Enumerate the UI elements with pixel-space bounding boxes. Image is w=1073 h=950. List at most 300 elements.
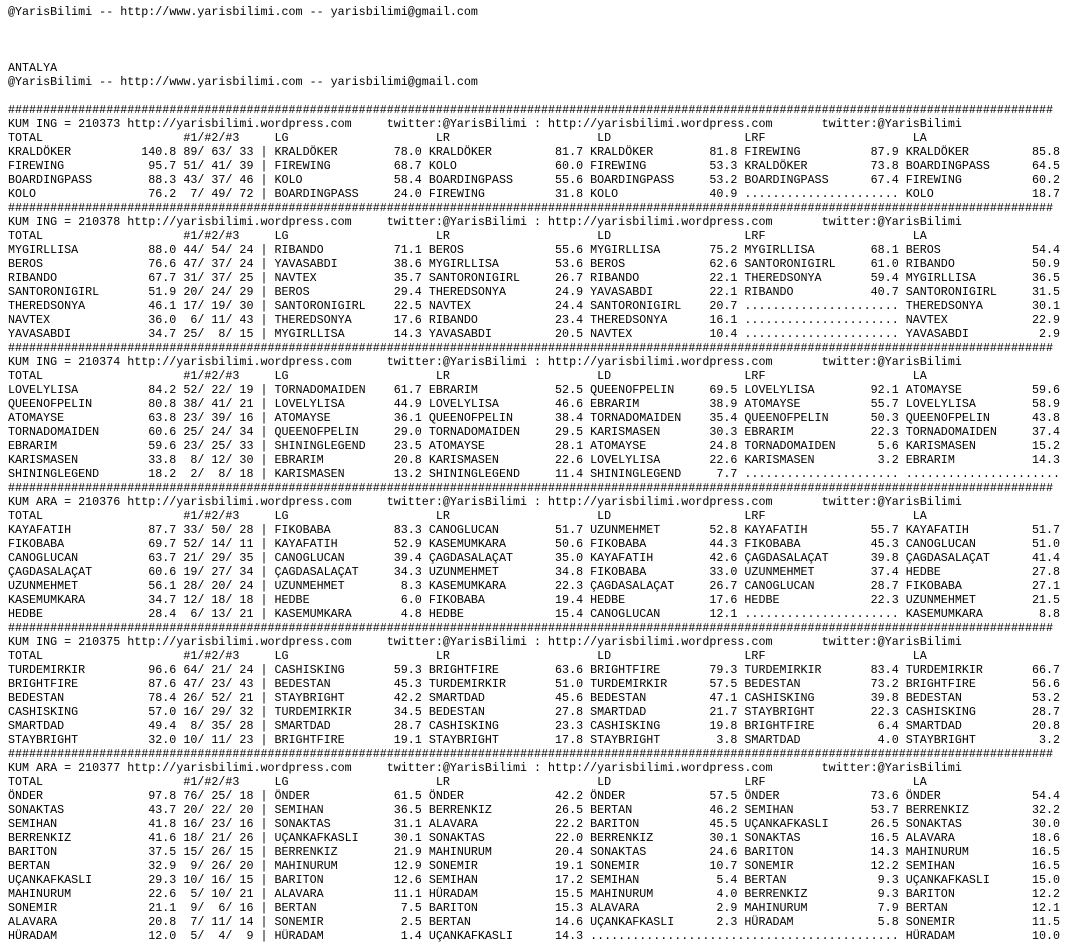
ld-horse-name: BERRENKIZ [590, 831, 654, 845]
horse-name: SONEMIR [8, 901, 58, 915]
lr-horse-name: BARITON [428, 901, 478, 915]
la-horse-name: ÇAGDASALAÇAT [905, 551, 990, 565]
lg-score: 4.8 [400, 607, 422, 621]
lg-score: 1.4 [400, 929, 422, 943]
lrf-horse-name: BERTAN [744, 873, 787, 887]
horse-name: KRALDÖKER [8, 145, 72, 159]
lr-horse-name: BEROS [428, 243, 464, 257]
twitter-handle[interactable]: twitter:@YarisBilimi [821, 761, 962, 775]
la-score: 51.7 [1031, 523, 1061, 537]
total-score: 69.7 [148, 537, 177, 551]
divider: | [260, 845, 268, 859]
divider: | [260, 523, 268, 537]
contact-line [8, 5, 1073, 19]
lg-horse-name: SEMIHAN [274, 803, 324, 817]
lrf-horse-name: BOARDINGPASS [744, 173, 829, 187]
table-row [8, 243, 1073, 257]
lg-horse-name: BEDESTAN [274, 677, 331, 691]
picks: 51/ 41/ 39 [183, 159, 254, 173]
lg-score: 38.6 [393, 257, 422, 271]
site-link[interactable]: http://yarisbilimi.wordpress.com [548, 635, 773, 649]
twitter-handle[interactable]: twitter:@YarisBilimi [821, 355, 962, 369]
table-row [8, 733, 1073, 747]
la-horse-name: SMARTDAD [905, 719, 962, 733]
la-score: 66.7 [1031, 663, 1061, 677]
lrf-horse-name: THEREDSONYA [744, 271, 822, 285]
la-horse-name: QUEENOFPELIN [905, 411, 990, 425]
column-header-lrf: LRF [744, 775, 766, 789]
total-score: 34.7 [148, 327, 177, 341]
divider: | [260, 327, 268, 341]
horse-name: ATOMAYSE [8, 411, 65, 425]
ld-score: 26.7 [709, 579, 738, 593]
twitter-handle[interactable]: twitter:@YarisBilimi [386, 635, 528, 649]
race-title: KUM ING = 210378 [8, 215, 121, 229]
total-score: 59.6 [148, 439, 177, 453]
column-header-ld: LD [597, 369, 612, 383]
lr-horse-name: BERRENKIZ [428, 803, 492, 817]
site-link[interactable]: http://yarisbilimi.wordpress.com [548, 355, 773, 369]
picks: 26/ 52/ 21 [183, 691, 254, 705]
column-header-la: LA [912, 229, 927, 243]
lg-horse-name: ATOMAYSE [274, 411, 331, 425]
horse-name: SEMIHAN [8, 817, 58, 831]
lr-horse-name: ALAVARA [428, 817, 478, 831]
lg-horse-name: MAHINURUM [274, 859, 338, 873]
separator-colon: : [534, 761, 542, 775]
horse-name: BARITON [8, 845, 58, 859]
horse-name: CANOGLUCAN [8, 551, 79, 565]
site-link[interactable]: http://yarisbilimi.wordpress.com [548, 117, 773, 131]
picks: 17/ 19/ 30 [183, 299, 254, 313]
lr-horse-name: NAVTEX [428, 299, 471, 313]
lg-score: 7.5 [400, 901, 422, 915]
column-header-total: TOTAL [8, 775, 44, 789]
total-score: 88.0 [148, 243, 177, 257]
lg-horse-name: KARISMASEN [274, 467, 345, 481]
column-header-lr: LR [435, 369, 450, 383]
lr-horse-name: KOLO [428, 159, 457, 173]
column-header-ld: LD [597, 775, 612, 789]
ld-score: 22.1 [709, 285, 738, 299]
horse-name: CASHISKING [8, 705, 79, 719]
la-score: 15.0 [1031, 873, 1061, 887]
lr-score: 63.6 [555, 663, 584, 677]
ld-horse-name: BOARDINGPASS [590, 173, 675, 187]
la-horse-name: EBRARIM [905, 453, 955, 467]
divider: | [260, 929, 268, 943]
table-row [8, 159, 1073, 173]
lrf-score: 12.2 [870, 859, 899, 873]
picks: 5/ 4/ 9 [183, 929, 254, 943]
la-horse-name: LOVELYLISA [905, 397, 976, 411]
ld-score: 69.5 [709, 383, 738, 397]
horse-name: UZUNMEHMET [8, 579, 79, 593]
site-link[interactable]: http://yarisbilimi.wordpress.com [127, 761, 352, 775]
site-link[interactable]: http://yarisbilimi.wordpress.com [548, 761, 773, 775]
ld-horse-name: ATOMAYSE [590, 439, 647, 453]
picks: 16/ 29/ 32 [183, 705, 254, 719]
lr-score: 38.4 [555, 411, 584, 425]
separator-colon: : [534, 215, 542, 229]
lr-score: 42.2 [555, 789, 584, 803]
lrf-score: 5.6 [877, 439, 899, 453]
race-title: KUM ARA = 210377 [8, 761, 121, 775]
lr-score: 22.6 [555, 453, 584, 467]
lr-score: 22.0 [555, 831, 584, 845]
lr-score: 22.3 [555, 579, 584, 593]
table-row [8, 467, 1073, 481]
lg-score: 30.1 [393, 831, 422, 845]
lr-score: 31.8 [555, 187, 584, 201]
ld-horse-name: UÇANKAFKASLI [590, 915, 675, 929]
divider: | [260, 733, 268, 747]
la-horse-name: SONAKTAS [905, 817, 962, 831]
race-title: KUM ARA = 210376 [8, 495, 121, 509]
table-row [8, 285, 1073, 299]
race-header [8, 495, 1073, 509]
lg-horse-name: LOVELYLISA [274, 397, 345, 411]
ld-score: 24.6 [709, 845, 738, 859]
lrf-score: 87.9 [870, 145, 899, 159]
ld-score: 20.7 [709, 299, 738, 313]
lr-horse-name: LOVELYLISA [428, 397, 499, 411]
lr-horse-name: BRIGHTFIRE [428, 663, 499, 677]
picks: 23/ 39/ 16 [183, 411, 254, 425]
twitter-handle[interactable]: twitter:@YarisBilimi [386, 761, 528, 775]
picks: 12/ 18/ 18 [183, 593, 254, 607]
lrf-score: 39.8 [870, 551, 899, 565]
column-header-total: TOTAL [8, 229, 44, 243]
table-row [8, 593, 1073, 607]
lg-score: 21.9 [393, 845, 422, 859]
la-score: 54.4 [1031, 789, 1061, 803]
lr-score: 17.2 [555, 873, 584, 887]
lg-horse-name: KOLO [274, 173, 303, 187]
ld-horse-name: YAVASABDI [590, 285, 654, 299]
lrf-horse-name: TURDEMIRKIR [744, 663, 822, 677]
ld-horse-name: STAYBRIGHT [590, 733, 661, 747]
total-score: 63.8 [148, 411, 177, 425]
ld-horse-name: LOVELYLISA [590, 453, 661, 467]
lrf-score: 3.2 [877, 453, 899, 467]
total-score: 37.5 [148, 845, 177, 859]
lrf-score: 55.7 [870, 397, 899, 411]
la-horse-name: SANTORONIGIRL [905, 285, 997, 299]
lr-horse-name: SHININGLEGEND [428, 467, 520, 481]
la-score: 59.6 [1031, 383, 1061, 397]
separator-line [8, 747, 1073, 761]
lg-horse-name: ÇAGDASALAÇAT [274, 565, 359, 579]
separator-line [8, 341, 1073, 355]
lr-horse-name: EBRARIM [428, 383, 478, 397]
lr-horse-name: SANTORONIGIRL [428, 271, 520, 285]
lg-horse-name: HÜRADAM [274, 929, 324, 943]
picks: 8/ 35/ 28 [183, 719, 254, 733]
la-score: 51.0 [1031, 537, 1061, 551]
lg-score: 29.0 [393, 425, 422, 439]
table-row [8, 271, 1073, 285]
ld-score: 46.2 [709, 803, 738, 817]
divider: | [260, 145, 268, 159]
total-score: 36.0 [148, 313, 177, 327]
lr-horse-name: ATOMAYSE [428, 439, 485, 453]
site-link[interactable]: http://yarisbilimi.wordpress.com [127, 355, 352, 369]
lrf-score: 45.3 [870, 537, 899, 551]
total-score: 33.8 [148, 453, 177, 467]
picks: 44/ 54/ 24 [183, 243, 254, 257]
separator: ##################################################################################################################################################### [8, 481, 1054, 495]
la-horse-name: BARITON [905, 887, 955, 901]
column-header-la: LA [912, 509, 927, 523]
lr-horse-name: SONAKTAS [428, 831, 485, 845]
la-horse-name: BEDESTAN [905, 691, 962, 705]
ld-horse-name: NAVTEX [590, 327, 633, 341]
column-header-picks: #1/#2/#3 [183, 509, 240, 523]
lg-score: 19.1 [393, 733, 422, 747]
picks: 52/ 22/ 19 [183, 383, 254, 397]
lrf-score: 92.1 [870, 383, 899, 397]
total-score: 140.8 [141, 145, 177, 159]
lrf-horse-name: MAHINURUM [744, 901, 808, 915]
lg-horse-name: BOARDINGPASS [274, 187, 359, 201]
la-score: 30.1 [1031, 299, 1061, 313]
column-header-ld: LD [597, 649, 612, 663]
lg-score: 23.5 [393, 439, 422, 453]
la-score: 32.2 [1031, 803, 1061, 817]
divider: | [260, 579, 268, 593]
total-score: 49.4 [148, 719, 177, 733]
la-horse-name: UÇANKAFKASLI [905, 873, 990, 887]
divider: | [260, 859, 268, 873]
separator-colon: : [534, 355, 542, 369]
lg-horse-name: TURDEMIRKIR [274, 705, 352, 719]
lg-horse-name: ÖNDER [274, 789, 310, 803]
column-header-total: TOTAL [8, 369, 44, 383]
horse-name: LOVELYLISA [8, 383, 79, 397]
lr-score: 15.5 [555, 887, 584, 901]
lg-horse-name: CANOGLUCAN [274, 551, 345, 565]
site-link[interactable]: http://yarisbilimi.wordpress.com [127, 495, 352, 509]
lrf-horse-name: UÇANKAFKASLI [744, 817, 829, 831]
lrf-score: 7.9 [877, 901, 899, 915]
lg-horse-name: KRALDÖKER [274, 145, 338, 159]
lr-score: 15.3 [555, 901, 584, 915]
total-score: 12.0 [148, 929, 177, 943]
ld-score: 45.5 [709, 817, 738, 831]
divider: | [260, 439, 268, 453]
table-row [8, 551, 1073, 565]
twitter-handle[interactable]: twitter:@YarisBilimi [386, 495, 528, 509]
la-horse-name: BOARDINGPASS [905, 159, 990, 173]
empty-la: ...................... [905, 467, 1061, 481]
contact-line [8, 75, 1073, 89]
la-horse-name: BERRENKIZ [905, 803, 969, 817]
total-score: 51.9 [148, 285, 177, 299]
total-score: 76.6 [148, 257, 177, 271]
twitter-handle[interactable]: twitter:@YarisBilimi [386, 117, 528, 131]
ld-horse-name: SEMIHAN [590, 873, 640, 887]
la-score: 36.5 [1031, 271, 1061, 285]
lg-score: 34.3 [393, 565, 422, 579]
separator: ##################################################################################################################################################### [8, 201, 1054, 215]
lr-horse-name: BOARDINGPASS [428, 173, 513, 187]
lg-horse-name: SANTORONIGIRL [274, 299, 366, 313]
ld-score: 2.9 [716, 901, 738, 915]
table-row [8, 789, 1073, 803]
horse-name: BEDESTAN [8, 691, 65, 705]
city-line [8, 61, 1073, 75]
site-link[interactable]: http://yarisbilimi.wordpress.com [548, 495, 773, 509]
ld-score: 79.3 [709, 663, 738, 677]
ld-horse-name: KRALDÖKER [590, 145, 654, 159]
lrf-horse-name: SMARTDAD [744, 733, 801, 747]
site-link[interactable]: http://yarisbilimi.wordpress.com [548, 215, 773, 229]
lrf-horse-name: FIKOBABA [744, 537, 801, 551]
lg-horse-name: TORNADOMAIDEN [274, 383, 366, 397]
separator-colon: : [534, 117, 542, 131]
ld-horse-name: BERTAN [590, 803, 633, 817]
picks: 9/ 6/ 16 [183, 901, 254, 915]
lr-horse-name: CANOGLUCAN [428, 523, 499, 537]
lg-horse-name: CASHISKING [274, 663, 345, 677]
ld-horse-name: BARITON [590, 817, 640, 831]
horse-name: SHININGLEGEND [8, 467, 100, 481]
column-header-total: TOTAL [8, 509, 44, 523]
lg-horse-name: NAVTEX [274, 271, 317, 285]
la-score: 85.8 [1031, 145, 1061, 159]
lr-score: 28.1 [555, 439, 584, 453]
lrf-horse-name: CASHISKING [744, 691, 815, 705]
ld-horse-name: SMARTDAD [590, 705, 647, 719]
picks: 33/ 50/ 28 [183, 523, 254, 537]
twitter-handle[interactable]: twitter:@YarisBilimi [386, 215, 528, 229]
blank-line [8, 47, 1073, 61]
la-score: 2.9 [1038, 327, 1061, 341]
lr-score: 14.6 [555, 915, 584, 929]
lrf-horse-name: BEDESTAN [744, 677, 801, 691]
la-horse-name: TORNADOMAIDEN [905, 425, 997, 439]
lg-score: 39.4 [393, 551, 422, 565]
lrf-score: 9.3 [877, 887, 899, 901]
site-link[interactable]: http://yarisbilimi.wordpress.com [127, 215, 352, 229]
lr-score: 20.4 [555, 845, 584, 859]
la-horse-name: RIBANDO [905, 257, 955, 271]
la-score: 16.5 [1031, 859, 1061, 873]
ld-score: 38.9 [709, 397, 738, 411]
empty-ld: ...................... [590, 929, 745, 943]
column-header-lrf: LRF [744, 131, 766, 145]
contact-info: @YarisBilimi -- http://www.yarisbilimi.com -- yarisbilimi@gmail.com [8, 75, 478, 89]
twitter-handle[interactable]: twitter:@YarisBilimi [821, 215, 962, 229]
picks: 6/ 11/ 43 [183, 313, 254, 327]
divider: | [260, 691, 268, 705]
total-score: 96.6 [148, 663, 177, 677]
lrf-score: 68.1 [870, 243, 899, 257]
total-score: 84.2 [148, 383, 177, 397]
lr-horse-name: THEREDSONYA [428, 285, 506, 299]
site-link[interactable]: http://yarisbilimi.wordpress.com [127, 117, 352, 131]
lr-score: 45.6 [555, 691, 584, 705]
lr-horse-name: HÜRADAM [428, 887, 478, 901]
table-row [8, 327, 1073, 341]
site-link[interactable]: http://yarisbilimi.wordpress.com [127, 635, 352, 649]
ld-horse-name: TURDEMIRKIR [590, 677, 668, 691]
la-score: 31.5 [1031, 285, 1061, 299]
picks: 25/ 24/ 34 [183, 425, 254, 439]
lg-horse-name: SONEMIR [274, 915, 324, 929]
lrf-horse-name: SANTORONIGIRL [744, 257, 836, 271]
lrf-horse-name: UZUNMEHMET [744, 565, 815, 579]
ld-score: 52.8 [709, 523, 738, 537]
lg-horse-name: RIBANDO [274, 243, 324, 257]
lg-score: 6.0 [400, 593, 422, 607]
horse-name: FIREWING [8, 159, 65, 173]
la-horse-name: BEROS [905, 243, 941, 257]
lrf-horse-name: SONAKTAS [744, 831, 801, 845]
table-row [8, 915, 1073, 929]
horse-name: SONAKTAS [8, 803, 65, 817]
total-score: 95.7 [148, 159, 177, 173]
lg-horse-name: BERRENKIZ [274, 845, 338, 859]
ld-horse-name: MAHINURUM [590, 887, 654, 901]
divider: | [260, 565, 268, 579]
ld-score: 7.7 [716, 467, 738, 481]
ld-horse-name: SONEMIR [590, 859, 640, 873]
twitter-handle[interactable]: twitter:@YarisBilimi [821, 635, 962, 649]
lg-horse-name: KASEMUMKARA [274, 607, 352, 621]
horse-name: TURDEMIRKIR [8, 663, 86, 677]
ld-score: 19.8 [709, 719, 738, 733]
ld-horse-name: FIKOBABA [590, 537, 647, 551]
la-score: 27.8 [1031, 565, 1061, 579]
lrf-horse-name: EBRARIM [744, 425, 794, 439]
horse-name: SANTORONIGIRL [8, 285, 100, 299]
column-header-ld: LD [597, 131, 612, 145]
column-header-lg: LG [274, 229, 289, 243]
ld-score: 75.2 [709, 243, 738, 257]
lg-score: 44.9 [393, 397, 422, 411]
ld-score: 47.1 [709, 691, 738, 705]
twitter-handle[interactable]: twitter:@YarisBilimi [386, 355, 528, 369]
la-score: 53.2 [1031, 691, 1061, 705]
lrf-horse-name: QUEENOFPELIN [744, 411, 829, 425]
horse-name: QUEENOFPELIN [8, 397, 93, 411]
table-row [8, 677, 1073, 691]
blank-line [8, 89, 1073, 103]
ld-horse-name: BRIGHTFIRE [590, 663, 661, 677]
lr-score: 17.8 [555, 733, 584, 747]
column-header-row [8, 229, 1073, 243]
lg-score: 12.6 [393, 873, 422, 887]
ld-score: 30.3 [709, 425, 738, 439]
divider: | [260, 705, 268, 719]
column-header-row [8, 369, 1073, 383]
twitter-handle[interactable]: twitter:@YarisBilimi [821, 495, 962, 509]
divider: | [260, 159, 268, 173]
lg-score: 42.2 [393, 691, 422, 705]
column-header-lr: LR [435, 509, 450, 523]
empty-lrf: ...................... [744, 327, 899, 341]
la-horse-name: HEDBE [905, 565, 941, 579]
lrf-score: 67.4 [870, 173, 899, 187]
la-score: 64.5 [1031, 159, 1061, 173]
total-score: 41.6 [148, 831, 177, 845]
picks: 76/ 25/ 18 [183, 789, 254, 803]
twitter-handle[interactable]: twitter:@YarisBilimi [821, 117, 962, 131]
total-score: 43.7 [148, 803, 177, 817]
divider: | [260, 243, 268, 257]
